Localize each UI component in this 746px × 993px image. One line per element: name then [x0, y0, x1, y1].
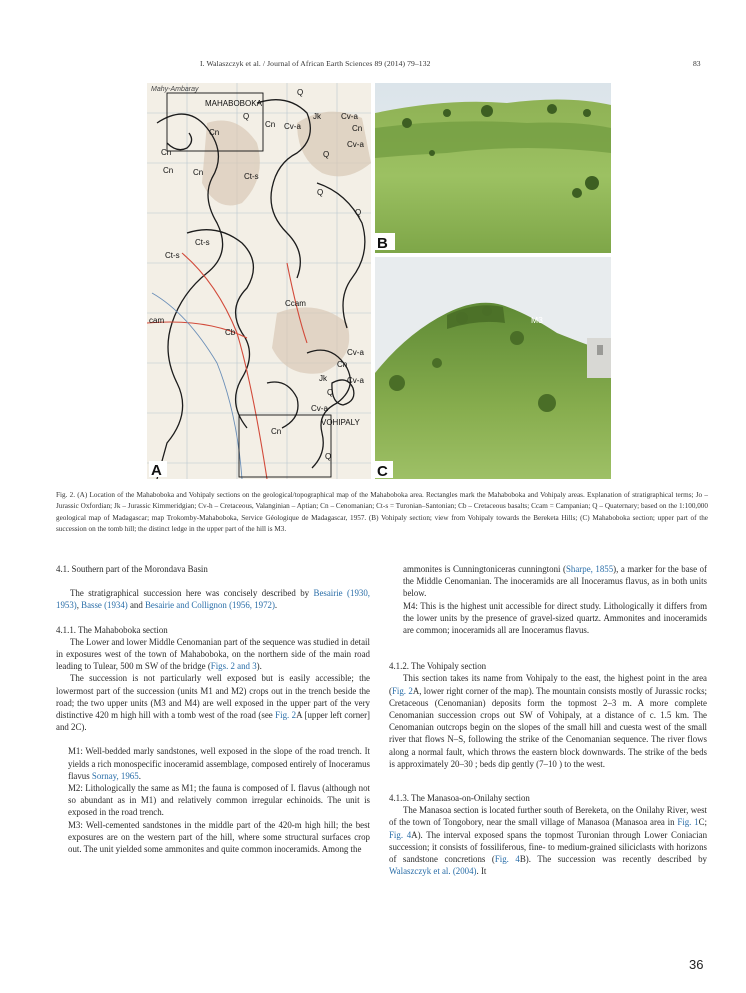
figure-2 [147, 83, 611, 479]
text-run: A, lower right corner of the map). The mountain consists mostly of Jurassic rocks; Cretaceous (Cenomanian) deposits form the topmost 2–3 m. A more complete Cenomanian succession crops out SW of Vohipaly, at a distance of c. 1.5 km. The Cenomanian outcrops begin on the slopes of the small hill and cuesta west of the small river that flows N–S, following the strike of the Cenomanian sequence. The river flows along a normal fault, which throws the eastern block downwards. The strike of the beds is approximately 20–30 ; beds dip gently (7–10 ) to the west. [389, 685, 707, 769]
text-run: M1: Well-bedded marly sandstones, well exposed in the slope of the road trench. It yields a rich monospecific inoceramid assemblage, composed entirely of Inoceramus flavus [68, 746, 370, 781]
section-heading-4-1-2: 4.1.2. The Vohipaly section [389, 661, 487, 672]
panel-label-b: B [377, 235, 388, 252]
map-label: Cn [209, 128, 220, 137]
section-heading-4-1-3: 4.1.3. The Manasoa-on-Onilahy section [389, 793, 530, 804]
text-run: The Manasoa section is located further south of Bereketa, on the Onilahy River, west of the town of Tongobory, near the small village of Manasoa (Manasoa area in [389, 805, 707, 828]
citation-link[interactable]: Besairie and Collignon (1956, 1972) [145, 600, 275, 611]
panel-label-c: C [377, 463, 388, 479]
paragraph [56, 636, 370, 673]
map-label: Cv-a [311, 404, 328, 413]
text-run: The succession is not particularly well exposed but is easily accessible; the lowermost part of the succession (units M1 and M2) crops out in the trench beside the road; the two upper units (M3 and M4) are well exposed in the upper part of the very distinctive 420 m high hill with a tomb west of the road (see [56, 673, 370, 721]
map-label: Cv-a [341, 112, 358, 121]
map-label: Cn [193, 168, 204, 177]
text-run: ). [256, 661, 262, 672]
map-label: Cn [271, 427, 282, 436]
map-label: Cb [225, 328, 236, 337]
map-label: Q [323, 150, 330, 159]
map-label: MAHABOBOKA [205, 99, 262, 108]
paragraph [389, 672, 707, 770]
citation-link[interactable]: Basse (1934) [81, 600, 128, 611]
unit-m3: M3: Well-cemented sandstones in the middle part of the 420-m high hill; the best exposures are on the western part of the hill, where some structural surfaces crop out. The unit yielded some ammonites and quite common inoceramids. Among the [68, 819, 370, 855]
unit-m2: M2: Lithologically the same as M1; the fauna is composed of I. flavus (although not so abundant as in M1) and relatively common irregular echinoids. The unit is exposed in the road trench. [68, 783, 370, 818]
map-label: Q [325, 452, 332, 461]
paragraph [56, 672, 370, 733]
panel-c-photo [375, 257, 611, 479]
map-label: Q [327, 388, 334, 397]
text-run: The stratigraphical succession here was concisely described by [70, 588, 314, 599]
map-label: Cn [161, 148, 172, 157]
map-label: Jk [313, 112, 321, 121]
citation-link[interactable]: Sornay, 1965 [91, 770, 139, 781]
map-label: Cn [337, 360, 348, 369]
paragraph [389, 804, 707, 877]
figure-2-graphic [147, 83, 611, 479]
section-heading-4-1: 4.1. Southern part of the Morondava Basin [56, 564, 208, 574]
figure-link[interactable]: Fig. 4 [494, 854, 520, 865]
map-label: Q [317, 188, 324, 197]
text-run: The Lower and lower Middle Cenomanian part of the sequence was studied in detail in exposures west of the town of Mahaboboka, on the northern side of the main road leading to Tulear, 500 m SW of the bridge ( [56, 636, 370, 672]
unit-m3-continued [403, 563, 707, 600]
panel-b-photo [375, 83, 611, 253]
map-label: Ct-s [165, 251, 180, 260]
text-run: , [76, 600, 82, 611]
map-label: Q [355, 208, 362, 217]
text-run: A). The interval exposed spans the topmost Turonian through Lower Coniacian succession; it consists of fossiliferous, fine- to medium-grained siliciclasts with horizons of sandstone concretions ( [389, 829, 708, 865]
citation-link[interactable]: Sharpe, 1855 [565, 564, 614, 574]
map-label: Cv-a [347, 376, 364, 385]
text-run: A [upper left corner] and 2C). [56, 710, 371, 733]
unit-list-continued [389, 563, 707, 636]
text-run: B). The succession was recently described by [519, 854, 707, 865]
running-header: I. Walaszczyk et al. / Journal of African Earth Sciences 89 (2014) 79–132 [200, 59, 431, 68]
map-label: Q [297, 88, 304, 97]
unit-m4: M4: This is the highest unit accessible for direct study. Lithologically it differs from the lower units by the presence of gravel-sized quartz. Ammonites and inoceramids are common; inoceramids all are Inoceramus flavus. [403, 600, 707, 636]
unit-list [56, 745, 370, 855]
figure-link[interactable]: Fig. 2 [275, 710, 297, 721]
unit-m1 [68, 745, 370, 782]
paragraph [56, 587, 370, 611]
left-column [56, 563, 370, 855]
map-label: Jk [319, 374, 327, 383]
figure-caption: Fig. 2. (A) Location of the Mahaboboka and Vohipaly sections on the geological/topographical map of the Mahaboboka area. Rectangles mark the Mahaboboka and Vohipaly areas. Explanation of stratigraphical terms; Jo – Jurassic Oxfordian; Jk – Jurassic Kimmeridgian; Cv-h – Cretaceous, Valanginian – Aptian; Cn – Cenomanian; Ct-s = Turonian–Santonian; Cb – Cretaceous basalts; Ccam = Campanian; Q – Quaternary; based on the 1:100,000 geological map of Madagascar; map Trokomby-Mahaboboka, Service Géologique de Madagascar, 1957. (B) Vohipaly section; view from Vohipaly towards the Bereketa Hills; (C) Mahaboboka section; upper part of the succession on the tomb hill; the distinct ledge in the upper part of the hill is M3. [56, 491, 708, 534]
map-label: Ct-s [244, 172, 259, 181]
map-label: Ccam [285, 299, 306, 308]
page-counter: 36 [689, 957, 704, 972]
map-label: Cv-a [284, 122, 301, 131]
figure-link[interactable]: Fig. 4 [389, 829, 412, 840]
map-label-top: Mahy-Ambaray [151, 86, 199, 93]
citation-link[interactable]: Walaszczyk et al. (2004) [389, 866, 477, 877]
map-label: cam [149, 316, 165, 325]
map-label: Cn [163, 166, 174, 175]
text-run: . [138, 770, 141, 781]
map-label: Ct-s [195, 238, 210, 247]
text-run: and [127, 600, 146, 611]
text-run: ), a marker for the base of the Middle Cenomanian. The inoceramids are all Inoceramus flavus, as in both units below. [403, 564, 707, 599]
figure-link[interactable]: Fig. 1 [677, 817, 699, 828]
figure-link[interactable]: Fig. 2 [391, 685, 413, 696]
figure-link[interactable]: Figs. 2 and 3 [210, 661, 257, 672]
map-label: Cv-a [347, 348, 364, 357]
citation-link[interactable]: Besairie (1930, 1953) [56, 588, 370, 611]
text-run: . [274, 600, 278, 611]
panel-a-map [147, 83, 371, 479]
text-run: This section takes its name from Vohipaly to the east, the highest point in the area ( [389, 673, 707, 696]
text-run: ammonites is Cunningtoniceras cunningtoni ( [403, 564, 566, 574]
map-label: Cv-a [347, 140, 364, 149]
right-column [389, 563, 707, 877]
section-heading-4-1-1: 4.1.1. The Mahaboboka section [56, 624, 168, 635]
photo-label-m3: M3 [531, 315, 543, 325]
map-label: Cn [265, 120, 276, 129]
page-number: 83 [693, 59, 701, 68]
text-run: . It [476, 866, 487, 877]
panel-label-a: A [151, 462, 162, 479]
map-label: VOHIPALY [321, 418, 360, 427]
text-run: C; [698, 817, 707, 828]
map-label: Cn [352, 124, 363, 133]
map-label: Q [243, 112, 250, 121]
